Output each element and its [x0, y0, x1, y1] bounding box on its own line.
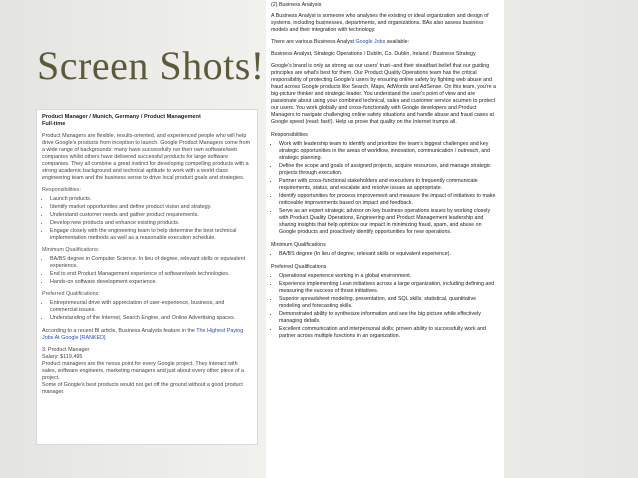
highest-paying-jobs-link[interactable]: The Highest Paying Jobs At Google [RANKED]	[42, 328, 244, 341]
list-item: • Operational experience working in a global environment.	[279, 273, 499, 280]
right-heading: (2) Business Analysis	[271, 2, 322, 8]
list-item: • Excellent communication and interpersonal skills; proven ability to successfully work and partner across multiple functions in an organization.	[279, 326, 499, 340]
left-minimum-list	[42, 256, 252, 286]
pm-number: 3. Product Manager	[42, 347, 90, 353]
pm-description: Product managers are the nexus point for every Google project. They interact with sales, software engineers, marketing managers and just about every other piece of a project.	[42, 361, 244, 381]
list-item: • BA/BS degree in Computer Science. In lieu of degree, relevant skills or equivalent experience.	[50, 256, 252, 270]
list-item: • End to end Product Management experience of software/web technologies.	[50, 271, 252, 278]
pm-description-2: Some of Google's best products would not get off the ground without a good product manager.	[42, 382, 243, 395]
available-suffix: available:	[385, 39, 410, 45]
right-preferred-title: Preferred Qualifications	[271, 264, 327, 270]
list-item: • Identify market opportunities and define product vision and strategy.	[50, 204, 252, 211]
left-according-paragraph	[42, 328, 252, 342]
according-text: According to a recent BI article, Business Analysts feature in the	[42, 328, 197, 334]
right-responsibilities-title: Responsibilities	[271, 132, 308, 138]
list-item: • Entrepreneurial drive with appreciation of user-experience, business, and commercial issues.	[50, 300, 252, 314]
list-item: • Understand customer needs and gather product requirements.	[50, 212, 252, 219]
list-item: • Identify opportunities for process improvement and measure the impact of initiatives to make noticeable improvements based on impact and feedback.	[279, 193, 499, 207]
right-brand-paragraph: Google's brand is only as strong as our users' trust--and their steadfast belief that our guiding principles are what's best for them. Our Product Quality Operations team has the critical responsibility of protecting Google's users by ensuring online safety by fighting web abuse and fraud across Google products like Search, Maps, AdWords and AdSense. On this team, you're a big-picture thinker and strategic leader. You understand the user's point of view and are passionate about using your combined technical, sales and customer service acumen to protect our users. You work globally and cross-functionally with Google developers and Product Managers to navigate challenging online safety situations and handle abuse and fraud cases at Google speed (read: fast!). Help us prove that quality on the Internet trumps all.	[271, 63, 496, 125]
right-minimum-title: Minimum Qualifications	[271, 242, 326, 248]
left-preferred-title: Preferred Qualifications:	[42, 291, 100, 297]
list-item: • Understanding of the Internet, Search Engine, and Online Advertising spaces.	[50, 315, 252, 322]
list-item: • Hands-on software development experience.	[50, 279, 252, 286]
right-minimum-list	[271, 251, 499, 258]
left-intro: Product Managers are flexible, results-oriented, and experienced people who will help drive Google's products from inception to launch. Google Product Managers come from a wide range of backgrounds: many have successfully run their own software/web companies whilst others have delivered successful products for large software companies. They all combine a great instinct for developing compelling products with a strong academic background and technical aptitude to work with a world class engineering team and the business sense to drive local product goals and strategies.	[42, 133, 251, 181]
list-item: • Engage closely with the engineering team to help determine the best technical implementation methods as well as a reasonable execution schedule.	[50, 228, 252, 242]
left-minimum-title: Minimum Qualifications:	[42, 247, 100, 253]
list-item: • Serve as an expert strategic advisor on key business operations issues by working closely with Product Quality Operations, Engineering and Product Management leadership and sharing insights that help optimize our impact in minimizing fraud, spam, and abuse on Google products and proactively identify opportunities for new operations.	[279, 208, 499, 236]
list-item: • Develop new products and enhance existing products.	[50, 220, 252, 227]
right-responsibilities-list	[271, 141, 499, 236]
list-item: • Experience implementing Lean initiatives across a large organization, including defining and measuring the success of those initiatives.	[279, 281, 499, 295]
left-subheading: Full-time	[42, 121, 66, 127]
list-item: • Demonstrated ability to synthesize information and see the big picture while effectively managing details.	[279, 311, 499, 325]
right-role: Business Analyst, Strategic Operations / Dublin, Co. Dublin, Ireland / Business Strategy	[271, 51, 476, 57]
list-item: • BA/BS degree (In lieu of degree, relevant skills or equivalent experience).	[279, 251, 499, 258]
right-preferred-list	[271, 273, 499, 340]
left-responsibilities-title: Responsibilities:	[42, 187, 81, 193]
google-jobs-link[interactable]: Google Jobs	[355, 39, 386, 45]
left-preferred-list	[42, 300, 252, 322]
list-item: • Work with leadership team to identify and prioritize the team's biggest challenges and key strategic opportunities in the areas of workflow, innovation, communication / outreach, and strategic planning.	[279, 141, 499, 162]
right-intro: A Business Analyst is someone who analyses the existing or ideal organization and design of systems, including businesses, departments, and organizations. BAs also assess business models and their integration with technology.	[271, 13, 489, 33]
available-prefix: There are various Business Analyst	[271, 39, 356, 45]
right-job-posting	[266, 0, 504, 478]
list-item: • Partner with cross-functional stakeholders and executives to frequently communicate requirements, status, and escalate and resolve issues as appropriate.	[279, 178, 499, 192]
available-line	[271, 39, 499, 46]
left-responsibilities-list	[42, 196, 252, 242]
list-item: • Launch products.	[50, 196, 252, 203]
pm-salary: Salary: $119,495	[42, 354, 83, 360]
list-item: • Define the scope and goals of assigned projects, acquire resources, and manage strategic projects through execution.	[279, 163, 499, 177]
left-job-posting	[36, 109, 258, 445]
list-item: • Superior spreadsheet modeling, presentation, and SQL skills; statistical, quantitative modeling and forecasting skills.	[279, 296, 499, 310]
slide-title: Screen Shots!	[37, 43, 265, 88]
left-heading: Product Manager / Munich, Germany / Product Management	[42, 114, 201, 120]
